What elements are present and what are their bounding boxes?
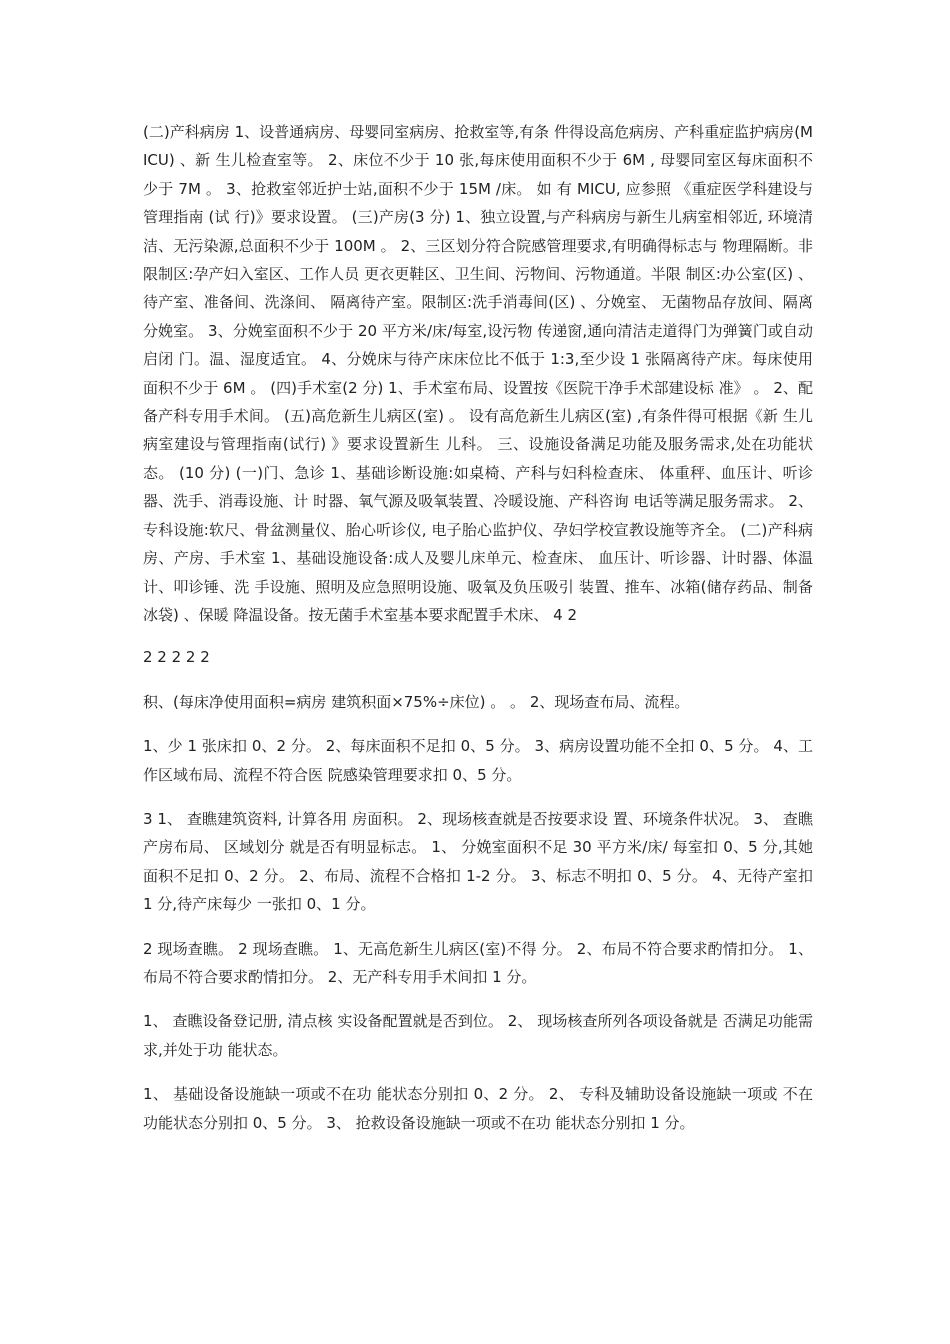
paragraph: 1、少 1 张床扣 0、2 分。 2、每床面积不足扣 0、5 分。 3、病房设置功能不全扣 0、5 分。 4、工作区域布局、流程不符合医 院感染管理要求扣 0、5 分。 bbox=[143, 737, 813, 784]
paragraph: 2 现场查瞧。 2 现场查瞧。 1、无高危新生儿病区(室)不得 分。 2、布局不符合要求酌情扣分。 1、布局不符合要求酌情扣分。 2、无产科专用手术间扣 1 分。 bbox=[143, 939, 813, 986]
paragraph: 3 1、 查瞧建筑资料, 计算各用 房面积。 2、现场核查就是否按要求设 置、环境条件状况。 3、 查瞧产房布局、 区域划分 就是否有明显标志。 1、 分娩室面积不足 30 平方米/床/ 每室扣 0、5 分,其她面积不足扣 0、2 分。 2、布局、流程不合格扣 1-2 分。 3、标志不明扣 0、5 分。 4、无待产室扣 1 分,待产床每少 一张扣 0、1 分。 bbox=[143, 809, 813, 914]
paragraph: 2 2 2 2 2 bbox=[143, 648, 210, 667]
paragraph: 积、(每床净使用面积=病房 建筑积面×75%÷床位) 。 。 2、现场查布局、流程。 bbox=[143, 692, 690, 711]
paragraph: 1、 查瞧设备登记册, 清点核 实设备配置就是否到位。 2、 现场核查所列各项设备就是 否满足功能需求,并处于功 能状态。 bbox=[143, 1012, 813, 1059]
paragraph: (二)产科病房 1、设普通病房、母婴同室病房、抢救室等,有条 件得设高危病房、产科重症监护病房(MICU) 、新 生儿检查室等。 2、床位不少于 10 张,每床使用面积不少于 6M , 母婴同室区每床面积不少于 7M 。 3、抢救室邻近护士站,面积不少于 15M /床。 如 有 MICU, 应参照 《重症医学科建设与管理指南 (试 行)》要求设置。 (三)产房(3 分) 1、独立设置,与产科病房与新生儿病室相邻近, 环境清洁、无污染源,总面积不少于 100M 。 2、三区划分符合院感管理要求,有明确得标志与 物理隔断。非限制区:孕产妇入室区、工作人员 更衣更鞋区、卫生间、污物间、污物通道。半限 制区:办公室(区) 、待产室、准备间、洗涤间、 隔离待产室。限制区:洗手消毒间(区) 、分娩室、 无菌物品存放间、隔离分娩室。 3、分娩室面积不少于 20 平方米/床/每室,设污物 传递窗,通向清洁走道得门为弹簧门或自动启闭 门。温、湿度适宜。 4、分娩床与待产床床位比不低于 1:3,至少设 1 张隔离待产床。每床使用面积不少于 6M 。 (四)手术室(2 分) 1、手术室布局、设置按《医院干净手术部建设标 准》 。 2、配备产科专用手术间。 (五)高危新生儿病区(室) 。 设有高危新生儿病区(室) ,有条件得可根据《新 生儿病室建设与管理指南(试行) 》要求设置新生 儿科。 三、设施设备满足功能及服务需求,处在功能状 态。 (10 分) (一)门、急诊 1、基础诊断设施:如桌椅、产科与妇科检查床、 体重秤、血压计、听诊器、洗手、消毒设施、计 时器、氧气源及吸氧装置、冷暖设施、产科咨询 电话等满足服务需求。 2、专科设施:软尺、骨盆测量仪、胎心听诊仪, 电子胎心监护仪、孕妇学校宣教设施等齐全。 (二)产科病房、产房、手术室 1、基础设施设备:成人及婴儿床单元、检查床、 血压计、听诊器、计时器、体温计、叩诊锤、洗 手设施、照明及应急照明设施、吸氧及负压吸引 装置、推车、冰箱(储存药品、制备冰袋) 、保暖 降温设备。按无菌手术室基本要求配置手术床、 4 2 bbox=[143, 123, 813, 624]
document-page bbox=[143, 118, 813, 1153]
paragraph: 1、 基础设备设施缺一项或不在功 能状态分别扣 0、2 分。 2、 专科及辅助设备设施缺一项或 不在功能状态分别扣 0、5 分。 3、 抢救设备设施缺一项或不在功 能状态分别扣 1 分。 bbox=[143, 1085, 813, 1132]
